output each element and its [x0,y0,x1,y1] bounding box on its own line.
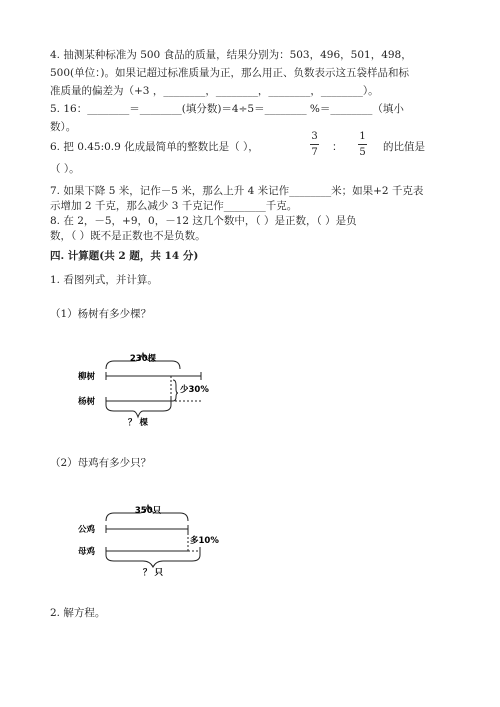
question-6-line-2: （ ）。 [50,163,80,175]
fraction-numerator: 3 [311,131,318,142]
question-4-line-1: 4. 抽测某种标准为 500 食品的质量，结果分别为：503，496，501，498， [50,49,412,61]
calc-1-title: 1. 看图列式，并计算。 [50,274,158,286]
side-label: 少30% [180,385,209,395]
bottom-brace [106,405,171,417]
ratio-colon: ： [332,141,343,153]
question-5-line-2: 数）。 [50,121,77,133]
top-label: 230棵 [129,354,157,364]
bottom-label: ？ 棵 [128,418,148,428]
question-8-line-1: 8. 在 2，－5，+9，0，－12 这几个数中，（ ）是正数，（ ）是负 [50,215,357,227]
row-2-label: 母鸡 [78,547,96,557]
fraction-denominator: 5 [359,147,366,158]
row-1-label: 柳树 [78,372,96,382]
side-label: 多10% [190,536,219,546]
fraction-numerator: 1 [359,131,366,142]
question-6-line-1: 6. 把 0.45:0.9 化成最简单的整数比是（ ）， [50,141,259,153]
diagram-rooster-hen [78,499,228,579]
fraction-denominator: 7 [311,147,318,158]
top-label: 350只 [134,506,162,516]
calc-1-sub-2: （2）母鸡有多少只？ [50,457,152,469]
question-7-line-1: 7. 如果下降 5 米，记作－5 米，那么上升 4 米记作________米；如果+2 千克表 [50,185,424,197]
row-2-label: 杨树 [78,397,96,407]
fraction-3-7 [310,131,319,158]
bottom-label: ？ 只 [143,568,163,578]
question-6-line-1-end: 的比值是 [383,141,425,153]
calc-2-title: 2. 解方程。 [50,607,106,619]
diagram-willow-poplar [78,349,218,429]
fraction-bar [358,144,367,145]
side-brace [173,380,178,401]
question-5-line-1: 5. 16：________＝________(填分数)＝4÷5＝________ %＝________（填小 [50,103,404,115]
bottom-brace [106,555,200,567]
section-4-title: 四. 计算题(共 2 题，共 14 分) [50,250,199,262]
calc-1-sub-1: （1）杨树有多少棵？ [50,308,152,320]
question-4-line-3: 准质量的偏差为（+3 ，________，________，________，________）。 [50,85,379,97]
row-1-label: 公鸡 [78,525,96,535]
question-4-line-2: 500(单位：)。如果记超过标准质量为正，那么用正、负数表示这五袋样品和标 [50,67,409,79]
fraction-bar [310,144,319,145]
question-8-line-2: 数，（ ）既不是正数也不是负数。 [50,230,206,242]
fraction-1-5 [358,131,367,158]
question-7-line-2: 示增加 2 千克，那么减少 3 千克记作________千克。 [50,200,298,212]
